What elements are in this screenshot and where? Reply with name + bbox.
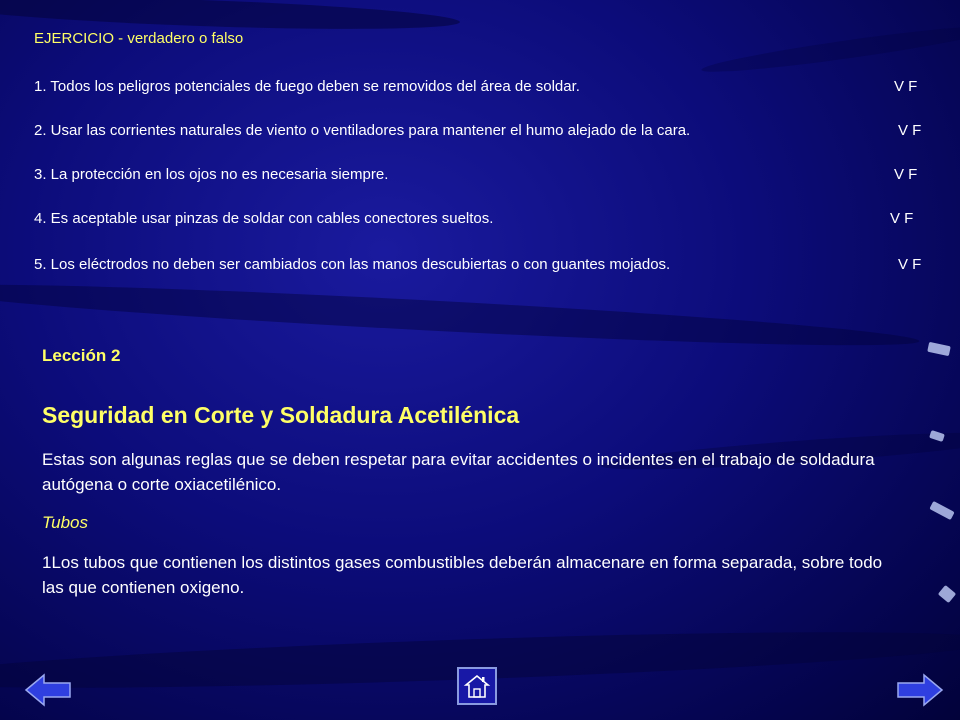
question-row <box>34 210 934 230</box>
decorative-tick <box>938 585 956 603</box>
decorative-tick <box>929 501 954 520</box>
lesson-title: Seguridad en Corte y Soldadura Acetilénica <box>42 402 520 428</box>
arrow-right-icon[interactable] <box>896 673 944 707</box>
question-text: 4. Es aceptable usar pinzas de soldar con cables conectores sueltos. <box>34 210 494 227</box>
true-false-options[interactable]: V F <box>898 256 922 273</box>
arrow-left-icon[interactable] <box>24 673 72 707</box>
question-text: 5. Los eléctrodos no deben ser cambiados con las manos descubiertas o con guantes mojados. <box>34 256 671 273</box>
rule-paragraph: 1Los tubos que contienen los distintos gases combustibles deberán almacenare en forma separada, sobre todo las que contienen oxigeno. <box>42 553 883 597</box>
true-false-options[interactable]: V F <box>890 210 914 227</box>
question-text: 2. Usar las corrientes naturales de viento o ventiladores para mantener el humo alejado de la cara. <box>34 122 691 139</box>
section-heading: Tubos <box>42 513 88 532</box>
question-row <box>34 256 934 276</box>
true-false-options[interactable]: V F <box>898 122 922 139</box>
true-false-options[interactable]: V F <box>894 78 918 95</box>
question-text: 3. La protección en los ojos no es necesaria siempre. <box>34 166 389 183</box>
lesson-label: Lección 2 <box>42 346 121 365</box>
question-row <box>34 166 934 186</box>
exercise-title: EJERCICIO - verdadero o falso <box>34 30 244 47</box>
home-icon <box>459 669 495 703</box>
question-text: 1. Todos los peligros potenciales de fuego deben se removidos del área de soldar. <box>34 78 580 95</box>
background-streak <box>0 274 920 356</box>
question-row <box>34 122 934 142</box>
question-row <box>34 78 934 98</box>
decorative-tick <box>927 342 951 356</box>
true-false-options[interactable]: V F <box>894 166 918 183</box>
background-streak <box>700 19 960 79</box>
home-button[interactable] <box>457 667 497 705</box>
lesson-intro: Estas son algunas reglas que se deben respetar para evitar accidentes o incidentes en el trabajo de soldadura autógena o corte oxiacetilénico. <box>42 450 875 494</box>
